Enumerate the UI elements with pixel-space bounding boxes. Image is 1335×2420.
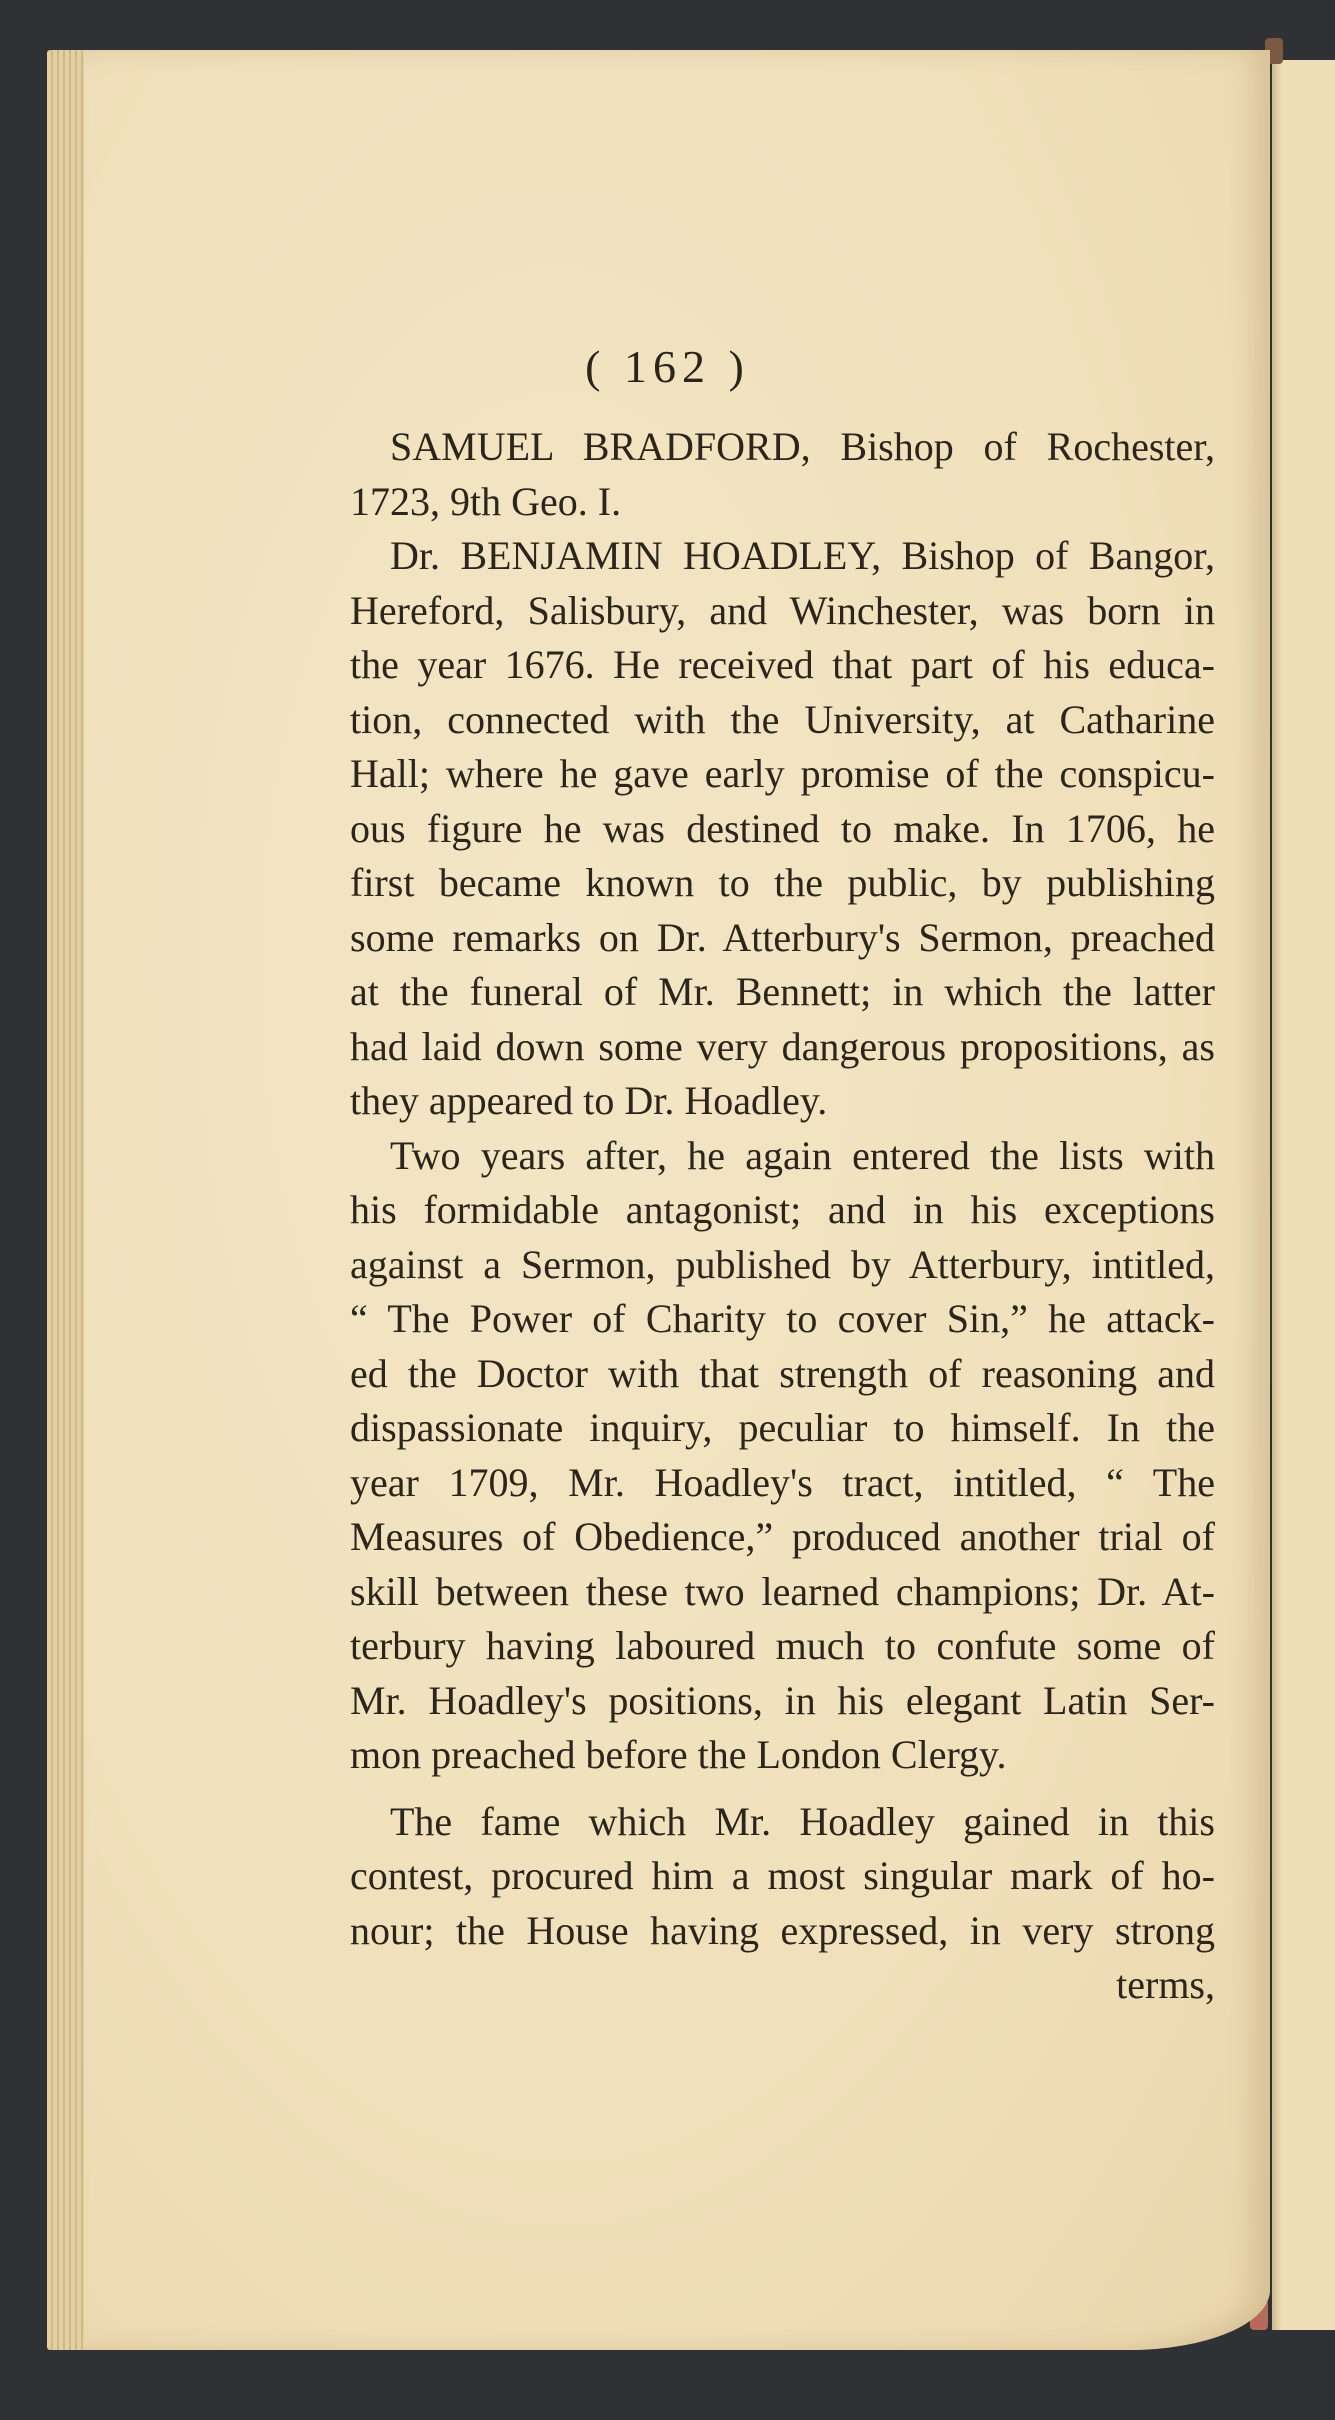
text-line: contest, procured him a most singular mark of ho-: [350, 1853, 1215, 1898]
text-line: skill between these two learned champions; Dr. At-: [350, 1568, 1215, 1614]
text-line: Hall; where he gave early promise of the conspicu-: [350, 751, 1215, 796]
text-line: tion, connected with the University, at Catharine: [350, 696, 1215, 742]
text-line: his formidable antagonist; and in his exceptions: [350, 1187, 1215, 1232]
text-line: ous figure he was destined to make. In 1706, he: [350, 805, 1215, 851]
text-line: Dr. BENJAMIN HOADLEY, Bishop of Bangor,: [390, 533, 1215, 578]
body-text: [350, 420, 1215, 2013]
text-line: Two years after, he again entered the lists with: [390, 1132, 1215, 1178]
text-line: terbury having laboured much to confute some of: [350, 1623, 1215, 1668]
text-line: 1723, 9th Geo. I.: [350, 478, 622, 524]
text-line: ed the Doctor with that strength of reasoning and: [350, 1350, 1215, 1396]
text-line: had laid down some very dangerous propositions, as: [350, 1023, 1215, 1069]
text-line: they appeared to Dr. Hoadley.: [350, 1078, 828, 1123]
text-line: mon preached before the London Clergy.: [350, 1732, 1007, 1777]
text-line: dispassionate inquiry, peculiar to himself. In the: [350, 1405, 1215, 1450]
text-line: SAMUEL BRADFORD, Bishop of Rochester,: [390, 424, 1215, 469]
text-line: first became known to the public, by publishing: [350, 860, 1215, 905]
paragraph: [350, 1129, 1215, 1783]
facing-page-edge: [1272, 60, 1335, 2330]
text-line: the year 1676. He received that part of his educa-: [350, 642, 1215, 687]
page-number: ( 162 ): [585, 341, 750, 392]
paragraph: [350, 1795, 1215, 1959]
text-line: year 1709, Mr. Hoadley's tract, intitled, “ The: [350, 1459, 1215, 1505]
paragraph: [350, 529, 1215, 1129]
text-line: at the funeral of Mr. Bennett; in which the latter: [350, 969, 1215, 1014]
text-line: against a Sermon, published by Atterbury, intitled,: [350, 1241, 1215, 1287]
text-line: Measures of Obedience,” produced another trial of: [350, 1514, 1215, 1559]
text-line: some remarks on Dr. Atterbury's Sermon, preached: [350, 914, 1215, 960]
text-line: nour; the House having expressed, in very strong: [350, 1907, 1215, 1953]
catchword: terms,: [1116, 1962, 1215, 2007]
text-line: “ The Power of Charity to cover Sin,” he attack-: [350, 1296, 1215, 1341]
text-line: Hereford, Salisbury, and Winchester, was born in: [350, 587, 1215, 633]
page-edges: [47, 50, 87, 2350]
text-line: Mr. Hoadley's positions, in his elegant Latin Ser-: [350, 1677, 1215, 1723]
text-line: The fame which Mr. Hoadley gained in this: [390, 1798, 1215, 1844]
paragraph: [350, 420, 1215, 529]
